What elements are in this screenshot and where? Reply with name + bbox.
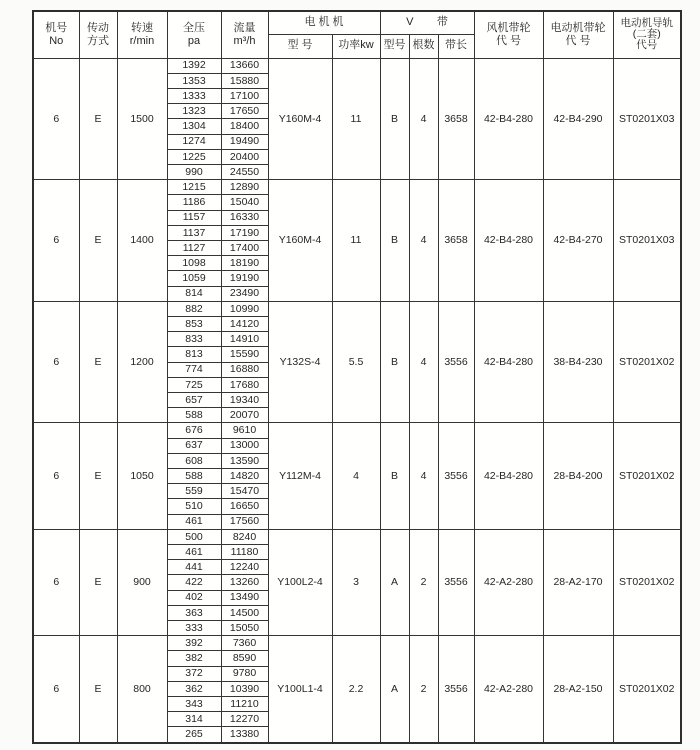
- table-row: [33, 529, 681, 544]
- pressure-cell: 461: [167, 545, 221, 560]
- drive-mode-cell: E: [79, 529, 117, 635]
- flow-cell: 12240: [221, 560, 268, 575]
- motor-pulley-cell: 28-A2-170: [543, 529, 613, 635]
- flow-cell: 13660: [221, 58, 268, 73]
- flow-cell: 17400: [221, 240, 268, 255]
- pressure-cell: 588: [167, 408, 221, 423]
- table-row: [33, 301, 681, 316]
- motor-power-cell: 2.2: [332, 636, 380, 743]
- pressure-cell: 372: [167, 666, 221, 681]
- belt-length-cell: 3658: [438, 180, 474, 302]
- belt-length-cell: 3556: [438, 529, 474, 635]
- rail-code-cell: ST0201X02: [613, 423, 681, 529]
- rail-code-cell: ST0201X02: [613, 529, 681, 635]
- pressure-cell: 1304: [167, 119, 221, 134]
- motor-model-cell: Y112M-4: [268, 423, 332, 529]
- pressure-cell: 1157: [167, 210, 221, 225]
- flow-cell: 19190: [221, 271, 268, 286]
- pressure-cell: 1225: [167, 149, 221, 164]
- motor-pulley-cell: 28-A2-150: [543, 636, 613, 743]
- motor-pulley-cell: 28-B4-200: [543, 423, 613, 529]
- flow-cell: 11210: [221, 697, 268, 712]
- pressure-cell: 402: [167, 590, 221, 605]
- machine-no-cell: 6: [33, 636, 79, 743]
- drive-mode-cell: E: [79, 636, 117, 743]
- pressure-cell: 774: [167, 362, 221, 377]
- flow-cell: 12890: [221, 180, 268, 195]
- flow-cell: 20070: [221, 408, 268, 423]
- motor-pulley-cell: 42-B4-290: [543, 58, 613, 180]
- motor-power-cell: 11: [332, 58, 380, 180]
- pressure-cell: 1137: [167, 225, 221, 240]
- motor-model-cell: Y100L1-4: [268, 636, 332, 743]
- flow-cell: 7360: [221, 636, 268, 651]
- rail-code-cell: ST0201X03: [613, 180, 681, 302]
- machine-no-cell: 6: [33, 529, 79, 635]
- flow-cell: 14500: [221, 605, 268, 620]
- belt-type-cell: B: [380, 58, 409, 180]
- motor-model-cell: Y100L2-4: [268, 529, 332, 635]
- belt-count-cell: 4: [409, 180, 438, 302]
- pressure-cell: 362: [167, 681, 221, 696]
- flow-cell: 10390: [221, 681, 268, 696]
- header-motor-power: 功率kw: [332, 34, 380, 58]
- belt-length-cell: 3658: [438, 58, 474, 180]
- header-machine-no: [33, 11, 79, 58]
- motor-power-cell: 3: [332, 529, 380, 635]
- flow-cell: 18190: [221, 256, 268, 271]
- flow-cell: 8590: [221, 651, 268, 666]
- drive-mode-cell: E: [79, 58, 117, 180]
- flow-cell: 13490: [221, 590, 268, 605]
- table-row: [33, 58, 681, 73]
- belt-count-cell: 4: [409, 58, 438, 180]
- flow-cell: 15880: [221, 73, 268, 88]
- belt-type-cell: B: [380, 301, 409, 423]
- flow-cell: 20400: [221, 149, 268, 164]
- fan-pulley-cell: 42-B4-280: [474, 423, 543, 529]
- pressure-cell: 510: [167, 499, 221, 514]
- pressure-cell: 637: [167, 438, 221, 453]
- speed-cell: 800: [117, 636, 167, 743]
- flow-cell: 14120: [221, 316, 268, 331]
- flow-cell: 14910: [221, 332, 268, 347]
- flow-cell: 23490: [221, 286, 268, 301]
- pressure-cell: 461: [167, 514, 221, 529]
- pressure-cell: 725: [167, 377, 221, 392]
- flow-cell: 17560: [221, 514, 268, 529]
- flow-cell: 18400: [221, 119, 268, 134]
- flow-cell: 9610: [221, 423, 268, 438]
- pressure-cell: 676: [167, 423, 221, 438]
- machine-no-cell: 6: [33, 423, 79, 529]
- flow-cell: 17190: [221, 225, 268, 240]
- flow-cell: 9780: [221, 666, 268, 681]
- pressure-cell: 559: [167, 484, 221, 499]
- rail-code-cell: ST0201X02: [613, 301, 681, 423]
- pressure-cell: 441: [167, 560, 221, 575]
- pressure-cell: 1323: [167, 104, 221, 119]
- pressure-cell: 1127: [167, 240, 221, 255]
- flow-cell: 16880: [221, 362, 268, 377]
- header-drive-mode: 传动 方式: [79, 11, 117, 58]
- pressure-cell: 1274: [167, 134, 221, 149]
- pressure-cell: 990: [167, 164, 221, 179]
- fan-pulley-cell: 42-B4-280: [474, 301, 543, 423]
- pressure-cell: 382: [167, 651, 221, 666]
- motor-model-cell: Y132S-4: [268, 301, 332, 423]
- machine-no-cell: 6: [33, 58, 79, 180]
- belt-count-cell: 4: [409, 423, 438, 529]
- fan-spec-sheet: [32, 10, 682, 744]
- header-machine-no-line1: 机号: [45, 21, 68, 34]
- pressure-cell: 657: [167, 392, 221, 407]
- pressure-cell: 882: [167, 301, 221, 316]
- table-header: [33, 11, 681, 58]
- motor-power-cell: 4: [332, 423, 380, 529]
- flow-cell: 11180: [221, 545, 268, 560]
- speed-cell: 900: [117, 529, 167, 635]
- fan-spec-table: [32, 10, 682, 744]
- header-motor-pulley: 电动机带轮 代 号: [543, 11, 613, 58]
- motor-power-cell: 5.5: [332, 301, 380, 423]
- header-flow: 流量 m³/h: [221, 11, 268, 58]
- header-machine-no-line2: No: [49, 34, 64, 47]
- pressure-cell: 1215: [167, 180, 221, 195]
- pressure-cell: 1353: [167, 73, 221, 88]
- machine-no-cell: 6: [33, 180, 79, 302]
- motor-power-cell: 11: [332, 180, 380, 302]
- pressure-cell: 265: [167, 727, 221, 743]
- drive-mode-cell: E: [79, 301, 117, 423]
- flow-cell: 17100: [221, 88, 268, 103]
- speed-cell: 1200: [117, 301, 167, 423]
- pressure-cell: 1333: [167, 88, 221, 103]
- drive-mode-cell: E: [79, 180, 117, 302]
- pressure-cell: 833: [167, 332, 221, 347]
- fan-pulley-cell: 42-A2-280: [474, 529, 543, 635]
- belt-length-cell: 3556: [438, 423, 474, 529]
- pressure-cell: 813: [167, 347, 221, 362]
- header-vbelt-count: 根数: [409, 34, 438, 58]
- table-row: [33, 423, 681, 438]
- pressure-cell: 363: [167, 605, 221, 620]
- pressure-cell: 1392: [167, 58, 221, 73]
- fan-pulley-cell: 42-B4-280: [474, 58, 543, 180]
- motor-pulley-cell: 38-B4-230: [543, 301, 613, 423]
- pressure-cell: 1059: [167, 271, 221, 286]
- pressure-cell: 333: [167, 621, 221, 636]
- header-vbelt-type: 型号: [380, 34, 409, 58]
- belt-count-cell: 2: [409, 636, 438, 743]
- machine-no-cell: 6: [33, 301, 79, 423]
- flow-cell: 17650: [221, 104, 268, 119]
- header-motor-group: 电 机 机: [268, 11, 380, 34]
- motor-model-cell: Y160M-4: [268, 180, 332, 302]
- pressure-cell: 422: [167, 575, 221, 590]
- pressure-cell: 588: [167, 468, 221, 483]
- belt-length-cell: 3556: [438, 301, 474, 423]
- flow-cell: 10990: [221, 301, 268, 316]
- pressure-cell: 853: [167, 316, 221, 331]
- belt-type-cell: A: [380, 529, 409, 635]
- table-row: [33, 180, 681, 195]
- speed-cell: 1400: [117, 180, 167, 302]
- flow-cell: 15050: [221, 621, 268, 636]
- rail-code-cell: ST0201X02: [613, 636, 681, 743]
- motor-pulley-cell: 42-B4-270: [543, 180, 613, 302]
- flow-cell: 15040: [221, 195, 268, 210]
- pressure-cell: 814: [167, 286, 221, 301]
- header-vbelt-length: 带长: [438, 34, 474, 58]
- pressure-cell: 608: [167, 453, 221, 468]
- flow-cell: 15590: [221, 347, 268, 362]
- fan-pulley-cell: 42-B4-280: [474, 180, 543, 302]
- speed-cell: 1500: [117, 58, 167, 180]
- belt-type-cell: B: [380, 180, 409, 302]
- flow-cell: 17680: [221, 377, 268, 392]
- table-row: [33, 636, 681, 651]
- header-speed: 转速 r/min: [117, 11, 167, 58]
- pressure-cell: 343: [167, 697, 221, 712]
- header-vbelt-group: V 带: [380, 11, 474, 34]
- header-pressure: 全压 pa: [167, 11, 221, 58]
- pressure-cell: 314: [167, 712, 221, 727]
- header-motor-rail: 电动机导轨 (二套) 代号: [613, 11, 681, 58]
- flow-cell: 14820: [221, 468, 268, 483]
- flow-cell: 8240: [221, 529, 268, 544]
- belt-type-cell: B: [380, 423, 409, 529]
- flow-cell: 15470: [221, 484, 268, 499]
- table-body: [33, 58, 681, 743]
- flow-cell: 13380: [221, 727, 268, 743]
- belt-count-cell: 2: [409, 529, 438, 635]
- drive-mode-cell: E: [79, 423, 117, 529]
- belt-count-cell: 4: [409, 301, 438, 423]
- pressure-cell: 1186: [167, 195, 221, 210]
- belt-type-cell: A: [380, 636, 409, 743]
- flow-cell: 13590: [221, 453, 268, 468]
- pressure-cell: 1098: [167, 256, 221, 271]
- speed-cell: 1050: [117, 423, 167, 529]
- pressure-cell: 392: [167, 636, 221, 651]
- belt-length-cell: 3556: [438, 636, 474, 743]
- flow-cell: 24550: [221, 164, 268, 179]
- flow-cell: 12270: [221, 712, 268, 727]
- motor-model-cell: Y160M-4: [268, 58, 332, 180]
- flow-cell: 16650: [221, 499, 268, 514]
- flow-cell: 16330: [221, 210, 268, 225]
- header-motor-model: 型 号: [268, 34, 332, 58]
- pressure-cell: 500: [167, 529, 221, 544]
- header-fan-pulley: 风机带轮 代 号: [474, 11, 543, 58]
- flow-cell: 13260: [221, 575, 268, 590]
- fan-pulley-cell: 42-A2-280: [474, 636, 543, 743]
- flow-cell: 13000: [221, 438, 268, 453]
- rail-code-cell: ST0201X03: [613, 58, 681, 180]
- flow-cell: 19490: [221, 134, 268, 149]
- flow-cell: 19340: [221, 392, 268, 407]
